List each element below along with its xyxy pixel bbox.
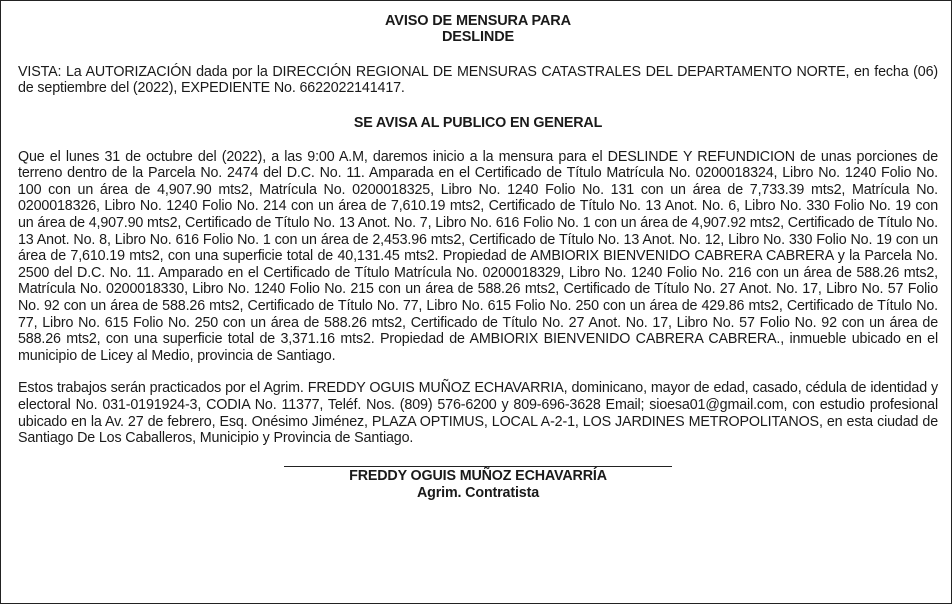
signature-name: FREDDY OGUIS MUÑOZ ECHAVARRÍA xyxy=(349,467,607,484)
signature-role: Agrim. Contratista xyxy=(416,485,539,502)
notice-title xyxy=(18,13,938,46)
survey-description-paragraph: Que el lunes 31 de octubre del (2022), a las 9:00 A.M, daremos inicio a la mensura para el DESLINDE Y REFUNDICION de unas porciones de terreno dentro de la Parcela No. 2474 del D.C. No. 11. Amparada en el Certificado de Título Matrícula No. 0200018324, Libro No. 1240 Folio No. 100 con un área de 4,907.90 mts2, Matrícula No. 0200018325, Libro No. 1240 Folio No. 131 con un área de 7,733.39 mts2, Matrícula No. 0200018326, Libro No. 1240 Folio No. 214 con un área de 7,610.19 mts2, Certificado de Título No. 13 Anot. No. 6, Libro No. 330 Folio No. 19 con un área de 4,907.90 mts2, Certificado de Título No. 13 Anot. No. 7, Libro No. 616 Folio No. 1 con un área de 4,907.92 mts2, Certificado de Título No. 13 Anot. No. 8, Libro No. 616 Folio No. 1 con un área de 2,453.96 mts2, Certificado de Título No. 13 Anot. No. 12, Libro No. 330 Folio No. 19 con un área de 7,610.19 mts2, con una superficie total de 40,131.45 mts2. Propiedad de AMBIORIX BIENVENIDO CABRERA CABRERA y la Parcela No. 2500 del D.C. No. 11. Amparado en el Certificado de Título Matrícula No. 0200018329, Libro No. 1240 Folio No. 216 con un área de 588.26 mts2, Matrícula No. 0200018330, Libro No. 1240 Folio No. 215 con un área de 588.26 mts2, Certificado de Título No. 27 Anot. No. 17, Libro No. 57 Folio No. 92 con un área de 588.26 mts2, Certificado de Título No. 77, Libro No. 615 Folio No. 250 con un área de 429.86 mts2, Certificado de Título No. 77, Libro No. 615 Folio No. 250 con un área de 588.26 mts2, Certificado de Título No. 27 Anot. No. 17, Libro No. 57 Folio No. 92 con un área de 588.26 mts2, con una superficie total de 3,371.16 mts2. Propiedad de AMBIORIX BIENVENIDO CABRERA CABRERA., inmueble ubicado en el municipio de Licey al Medio, provincia de Santiago. xyxy=(18,148,938,364)
signature-line xyxy=(284,466,672,467)
public-notice-heading: SE AVISA AL PUBLICO EN GENERAL xyxy=(353,115,603,131)
surveyor-details-paragraph: Estos trabajos serán practicados por el Agrim. FREDDY OGUIS MUÑOZ ECHAVARRIA, dominicano, mayor de edad, casado, cédula de identidad y electoral No. 031-0191924-3, CODIA No. 11377, Teléf. Nos. (809) 576-6200 y 809-696-3628 Email; sioesa01@gmail.com, con estudio profesional ubicado en la Av. 27 de febrero, Esq. Onésimo Jiménez, PLAZA OPTIMUS, LOCAL A-2-1, LOS JARDINES METROPOLITANOS, en esta ciudad de Santiago De Los Caballeros, Municipio y Provincia de Santiago. xyxy=(18,380,938,447)
notice-title-line-1: AVISO DE MENSURA PARA xyxy=(385,13,571,29)
vista-paragraph: VISTA: La AUTORIZACIÓN dada por la DIRECCIÓN REGIONAL DE MENSURAS CATASTRALES DEL DEPARTAMENTO NORTE, en fecha (06) de septiembre del (2022), EXPEDIENTE No. 6622022141417. xyxy=(18,63,938,97)
notice-title-line-2: DESLINDE xyxy=(441,29,515,46)
